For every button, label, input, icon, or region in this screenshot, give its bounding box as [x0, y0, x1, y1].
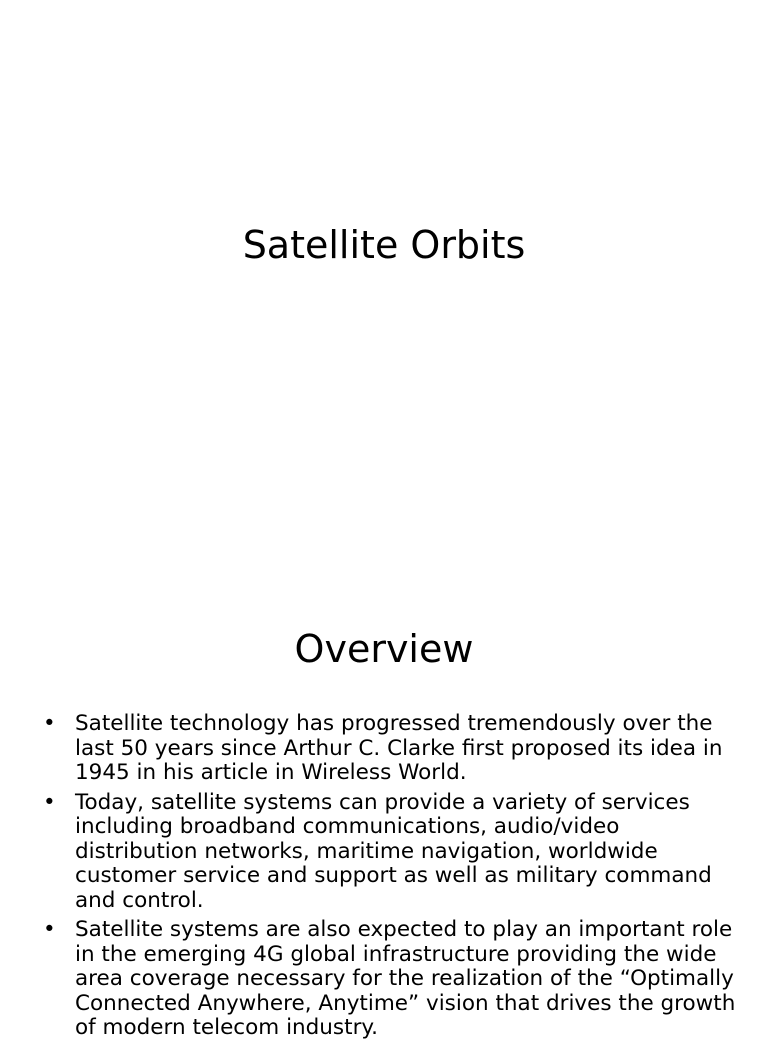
- bullet-item: [40, 711, 723, 786]
- bullet-text-line: customer service and support as well as military command: [75, 863, 712, 888]
- bullet-text-line: area coverage necessary for the realization of the “Optimally: [75, 966, 734, 991]
- bullet-icon: •: [43, 789, 56, 815]
- slide-heading: Overview: [294, 627, 474, 671]
- bullet-text-line: of modern telecom industry.: [75, 1015, 378, 1040]
- bullet-text-line: last 50 years since Arthur C. Clarke first proposed its idea in: [75, 735, 723, 761]
- bullet-text-line: Connected Anywhere, Anytime” vision that drives the growth: [75, 990, 736, 1016]
- slide-title: Satellite Orbits: [242, 223, 526, 267]
- bullet-text-line: in the emerging 4G global infrastructure providing the wide: [75, 941, 717, 967]
- bullet-text-line: including broadband communications, audio/video: [75, 814, 620, 839]
- bullet-item: [40, 791, 715, 914]
- bullet-text-line: and control.: [75, 887, 204, 913]
- bullet-text-line: Today, satellite systems can provide a variety of services: [75, 789, 690, 815]
- bullet-text-line: distribution networks, maritime navigation, worldwide: [75, 838, 658, 864]
- bullet-text-line: Satellite systems are also expected to play an important role: [75, 917, 733, 942]
- bullet-icon: •: [43, 711, 56, 736]
- bullet-list: [40, 711, 736, 1046]
- bullet-text-line: Satellite technology has progressed tremendously over the: [75, 711, 713, 736]
- overview-slide: [0, 576, 768, 1040]
- bullet-item: [40, 917, 736, 1041]
- bullet-text-line: 1945 in his article in Wireless World.: [75, 760, 467, 785]
- bullet-icon: •: [43, 917, 56, 942]
